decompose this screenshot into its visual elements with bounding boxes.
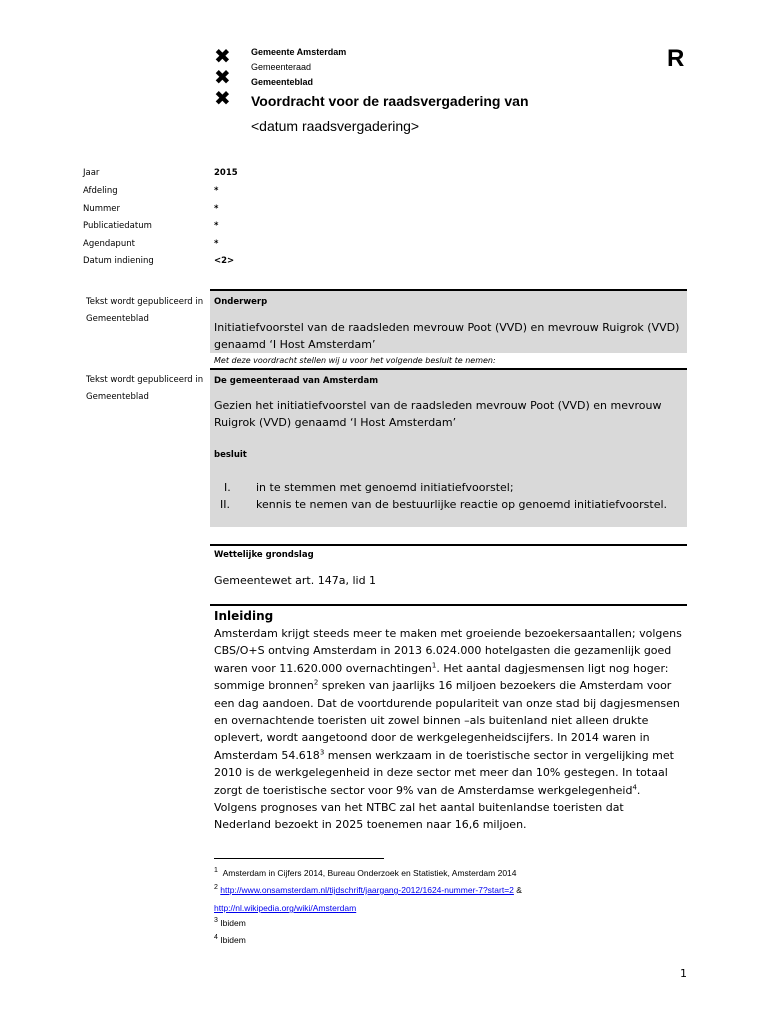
org-body: Gemeenteraad [251,62,312,72]
footnote-3: $^3$ Ibidem [214,917,246,928]
publication-side-note [86,372,206,406]
inleiding-paragraph: Amsterdam krijgt steeds meer te maken met groeiende bezoekersaantallen; volgens CBS/O+S ontving Amsterdam in 2013 6.024.000 hotelgasten die gezamenlijk goed waren voor 11.620.000 overnachtingen$^1$. Het aantal dagjesmensen ligt nog hoger: sommige bronnen$^2$ spreken van jaarlijks 16 miljoen bezoekers die Amsterdam voor een dag aandoen. Dat de voortdurende populariteit van onze stad bij dagjesmensen en overnachtende toeristen uit zowel binnen –als buitenland niet alleen drukte oplevert, wordt aangetoond door de werkgelegenheidscijfers. In 2014 waren in Amsterdam 54.618$^3$ mensen werkzaam in de toeristische sector in vergelijking met 2010 is de werkgelegenheid in deze sector met meer dan 10% gestegen. In totaal zorgt de toeristische sector voor 9% van de Amsterdamse werkgelegenheid$^4$. Volgens prognoses van het NTBC zal het aantal buitenlandse toeristen dat Nederland bezoekt in 2025 toenemen naar 16,6 miljoen. [214,627,682,832]
footnote-2: $^2$ http://www.onsamsterdam.nl/tijdschrift/jaargang-2012/1624-nummer-7?start=2 & [214,884,522,895]
meta-value: 2015 [214,168,238,178]
list-number: II. [220,498,230,511]
footnote-ref[interactable]: 1 [431,661,437,670]
footnote-link[interactable]: http://nl.wikipedia.org/wiki/Amsterdam [214,903,357,913]
list-number: I. [224,481,231,494]
besluit-label: besluit [214,450,247,460]
side-note-line: Tekst wordt gepubliceerd in [86,375,204,385]
footnote-1: $^1$ Amsterdam in Cijfers 2014, Bureau Onderzoek en Statistiek, Amsterdam 2014 [214,867,517,878]
page-number: 1 [680,967,687,980]
grondslag-heading: Wettelijke grondslag [214,550,314,560]
footnote-link[interactable]: http://www.onsamsterdam.nl/tijdschrift/jaargang-2012/1624-nummer-7?start=2 [220,885,514,895]
meta-label: Publicatiedatum [83,221,152,231]
footnote-2-cont [214,903,356,913]
x-cross-icon: ✖ [214,86,231,110]
meta-label: Datum indiening [83,256,154,266]
grondslag-text: Gemeentewet art. 147a, lid 1 [214,574,377,587]
x-cross-icon: ✖ [214,44,231,68]
side-note-line: Tekst wordt gepubliceerd in [86,297,204,307]
meta-label: Agendapunt [83,239,135,249]
meeting-date-placeholder: <datum raadsvergadering> [251,118,420,134]
proposal-intro-note: Met deze voordracht stellen wij u voor het volgende besluit te nemen: [214,356,496,365]
gezien-text: Gezien het initiatiefvoorstel van de raadsleden mevrouw Poot (VVD) en mevrouw Ruigrok (VVD) genaamd ‘I Host Amsterdam’ [214,399,662,430]
footnote-separator [214,858,384,859]
side-note-line: Gemeenteblad [86,314,149,324]
meta-value: * [214,239,219,249]
publication-side-note [86,294,206,328]
section-divider [210,604,687,606]
meta-value: <2> [214,256,235,266]
list-item: kennis te nemen van de bestuurlijke reactie op genoemd initiatiefvoorstel. [256,498,668,511]
onderwerp-heading: Onderwerp [214,297,268,307]
x-cross-icon: ✖ [214,65,231,89]
list-item: in te stemmen met genoemd initiatiefvoorstel; [256,481,514,494]
meta-value: * [214,204,219,214]
inleiding-heading: Inleiding [214,609,274,623]
page-title: Voordracht voor de raadsvergadering van [251,93,529,109]
publication-name: Gemeenteblad [251,77,314,87]
footnote-ref[interactable]: 3 [319,748,325,757]
footnote-ref[interactable]: 2 [313,678,319,687]
org-name: Gemeente Amsterdam [251,47,347,57]
besluit-heading: De gemeenteraad van Amsterdam [214,376,379,386]
onderwerp-text: Initiatiefvoorstel van de raadsleden mevrouw Poot (VVD) en mevrouw Ruigrok (VVD) genaamd ‘I Host Amsterdam’ [214,321,680,352]
meta-value: * [214,186,219,196]
meta-value: * [214,221,219,231]
meta-label: Nummer [83,204,121,214]
meta-label: Jaar [83,168,100,178]
footnote-ref[interactable]: 4 [632,783,637,791]
section-divider [210,544,687,546]
meta-label: Afdeling [83,186,118,196]
footnote-4: $^4$ Ibidem [214,934,246,945]
side-note-line: Gemeenteblad [86,392,149,402]
document-type-letter: R [667,45,685,72]
